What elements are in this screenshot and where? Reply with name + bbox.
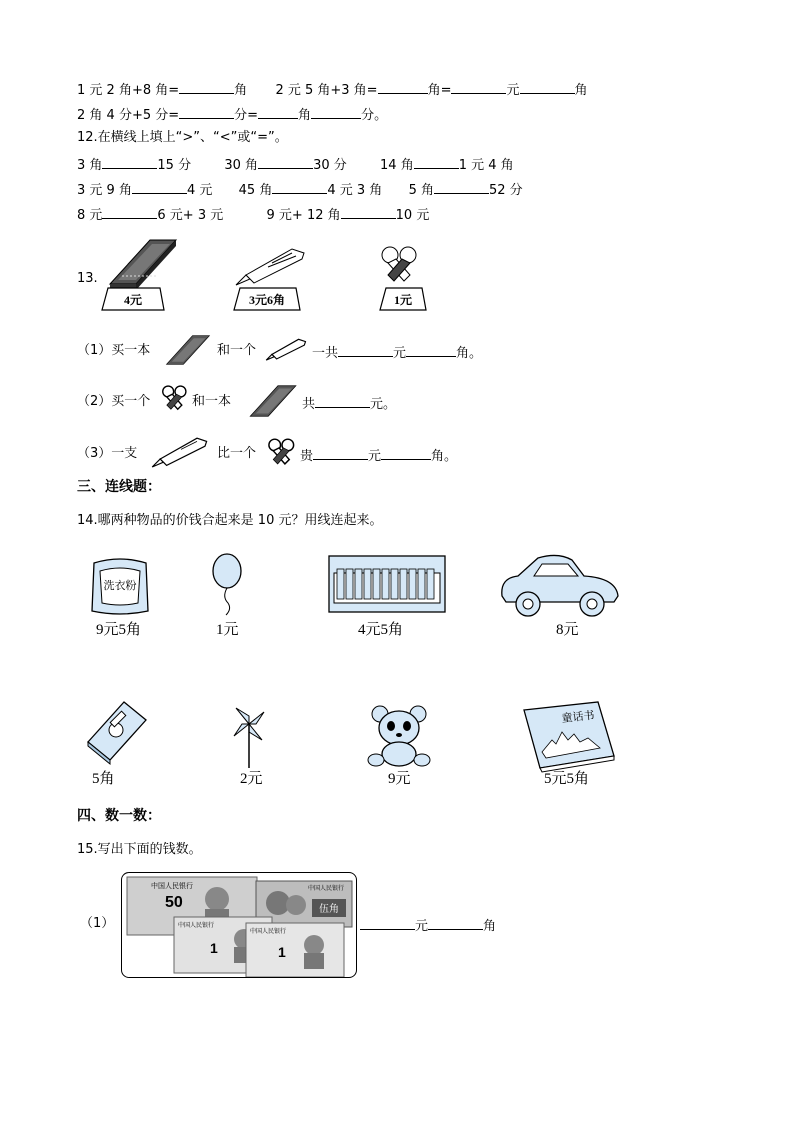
q13-sub-2-answer: [302, 393, 396, 414]
item-price: 4元5角: [358, 622, 404, 638]
pencil-sharpener-icon[interactable]: [84, 698, 148, 764]
answer-blank[interactable]: [311, 104, 361, 119]
detergent-bag-icon[interactable]: [88, 555, 152, 617]
fountain-pen-icon: [263, 337, 311, 363]
compare-right: 52 分: [488, 183, 523, 198]
fountain-pen-icon: [232, 245, 312, 290]
unit-label: 角=: [427, 83, 452, 98]
note-value: 1: [210, 940, 218, 956]
answer-blank[interactable]: [381, 445, 431, 460]
compare-left: 8 元: [77, 208, 103, 223]
bank-name: 中国人民银行: [151, 882, 193, 890]
item-price: 9元5角: [96, 622, 142, 638]
unit-label: 角: [483, 919, 497, 934]
q12-row-2: [77, 179, 523, 200]
compare-right: 10 元: [395, 208, 430, 223]
compare-left: 5 角: [408, 183, 434, 198]
unit-label: 元: [368, 449, 382, 464]
compare-blank[interactable]: [102, 204, 157, 219]
sub-text: 和一本: [192, 394, 232, 409]
answer-blank[interactable]: [451, 79, 506, 94]
item-price: 2元: [240, 771, 263, 787]
answer-blank[interactable]: [258, 104, 298, 119]
tag-text: 4元: [123, 293, 143, 307]
q15-answer: [360, 915, 496, 936]
money-box: [121, 872, 357, 978]
answer-blank[interactable]: [428, 915, 483, 930]
bank-name: 中国人民银行: [178, 922, 215, 929]
compare-blank[interactable]: [272, 179, 327, 194]
compare-left: 3 元 9 角: [77, 183, 132, 198]
q11-expr-3: 2 角 4 分+5 分=: [77, 108, 180, 123]
tag-text: 3元6角: [248, 293, 286, 307]
fountain-pen-icon: [148, 435, 214, 471]
answer-blank[interactable]: [520, 79, 575, 94]
toy-car-icon[interactable]: [498, 550, 622, 620]
binder-clip-icon: [266, 437, 298, 469]
q11-line-1: [77, 79, 588, 100]
compare-blank[interactable]: [132, 179, 187, 194]
unit-label: 角。: [431, 449, 458, 464]
item-price: 9元: [388, 771, 411, 787]
compare-right: 4 元 3 角: [327, 183, 383, 198]
bank-name: 中国人民银行: [250, 928, 287, 935]
compare-left: 3 角: [77, 158, 103, 173]
compare-blank[interactable]: [414, 154, 459, 169]
compare-right: 6 元+ 3 元: [157, 208, 224, 223]
sub-text: （2）买一个: [77, 394, 151, 409]
sub-text: （1）买一本: [77, 343, 151, 358]
detergent-label: 洗衣粉: [103, 579, 137, 592]
section-4-title: 四、数一数：: [77, 808, 161, 824]
price-tag-pen: [232, 286, 302, 312]
note-value: 1: [278, 944, 286, 960]
banknote-1-yuan: [246, 923, 344, 977]
compare-left: 30 角: [224, 158, 259, 173]
unit-label: 分。: [361, 108, 388, 123]
note-value: 伍角: [319, 904, 339, 915]
teddy-bear-icon[interactable]: [366, 704, 432, 768]
bank-name: 中国人民银行: [308, 885, 345, 892]
answer-blank[interactable]: [179, 104, 234, 119]
unit-label: 元: [506, 83, 520, 98]
compare-left: 9 元+ 12 角: [266, 208, 341, 223]
q13-number: 13.: [77, 271, 98, 286]
q14-title: 14.哪两种物品的价钱合起来是 10 元？用线连起来。: [77, 513, 383, 528]
compare-blank[interactable]: [434, 179, 489, 194]
unit-label: 角: [574, 83, 588, 98]
pinwheel-icon[interactable]: [230, 704, 268, 770]
sub-text: （3）一支: [77, 446, 138, 461]
answer-blank[interactable]: [360, 915, 415, 930]
q15-title: 15.写出下面的钱数。: [77, 842, 202, 857]
price-tag-clip: [378, 286, 428, 312]
sub-text: 贵: [300, 449, 314, 464]
binder-clip-icon: [160, 384, 190, 414]
unit-label: 角: [234, 83, 248, 98]
section-3-title: 三、连线题：: [77, 479, 161, 495]
q13-sub-1: [77, 342, 150, 360]
unit-label: 元: [415, 919, 429, 934]
binder-clip-icon: [378, 245, 422, 287]
notebook-icon: [243, 383, 299, 419]
q11-expr-2: 2 元 5 角+3 角=: [275, 83, 378, 98]
compare-right: 30 分: [313, 158, 347, 173]
q13-sub-3-answer: [300, 445, 457, 466]
compare-blank[interactable]: [102, 154, 157, 169]
answer-blank[interactable]: [313, 445, 368, 460]
q11-line-2: [77, 104, 387, 125]
q12-row-3: [77, 204, 429, 225]
storybook-title: 童话书: [560, 708, 596, 725]
item-price: 5元5角: [544, 771, 590, 787]
q12-row-1: [77, 154, 514, 175]
tag-text: 1元: [393, 293, 413, 307]
compare-blank[interactable]: [258, 154, 313, 169]
notebook-icon: [160, 333, 212, 367]
note-value: 50: [165, 894, 183, 911]
sub-text: 比一个: [217, 446, 257, 461]
sub-text: 共: [302, 397, 316, 412]
q15-label: （1）: [80, 916, 115, 931]
q13-sub-1-answer: [312, 342, 482, 363]
unit-label: 角。: [456, 346, 483, 361]
compare-blank[interactable]: [341, 204, 396, 219]
balloon-icon[interactable]: [210, 553, 244, 617]
compare-right: 15 分: [157, 158, 192, 173]
q12-title: 12.在横线上填上“>”、“<”或“=”。: [77, 130, 288, 145]
sub-text: 和一个: [217, 343, 257, 358]
answer-blank[interactable]: [179, 79, 234, 94]
answer-blank[interactable]: [315, 393, 370, 408]
answer-blank[interactable]: [406, 342, 456, 357]
price-tag-notebook: [100, 286, 166, 312]
item-price: 5角: [92, 771, 115, 787]
compare-left: 45 角: [238, 183, 273, 198]
storybook-icon[interactable]: [522, 700, 616, 772]
answer-blank[interactable]: [338, 342, 393, 357]
crayon-box-icon[interactable]: [328, 555, 446, 613]
compare-right: 4 元: [186, 183, 213, 198]
q11-expr-1: 1 元 2 角+8 角=: [77, 83, 180, 98]
item-price: 1元: [216, 622, 239, 638]
sub-text: 一共: [312, 346, 339, 361]
unit-label: 元。: [370, 397, 397, 412]
item-price: 8元: [556, 622, 579, 638]
compare-left: 14 角: [380, 158, 414, 173]
unit-label: 分=: [234, 108, 259, 123]
answer-blank[interactable]: [378, 79, 428, 94]
unit-label: 元: [393, 346, 407, 361]
compare-right: 1 元 4 角: [458, 158, 514, 173]
unit-label: 角: [298, 108, 312, 123]
